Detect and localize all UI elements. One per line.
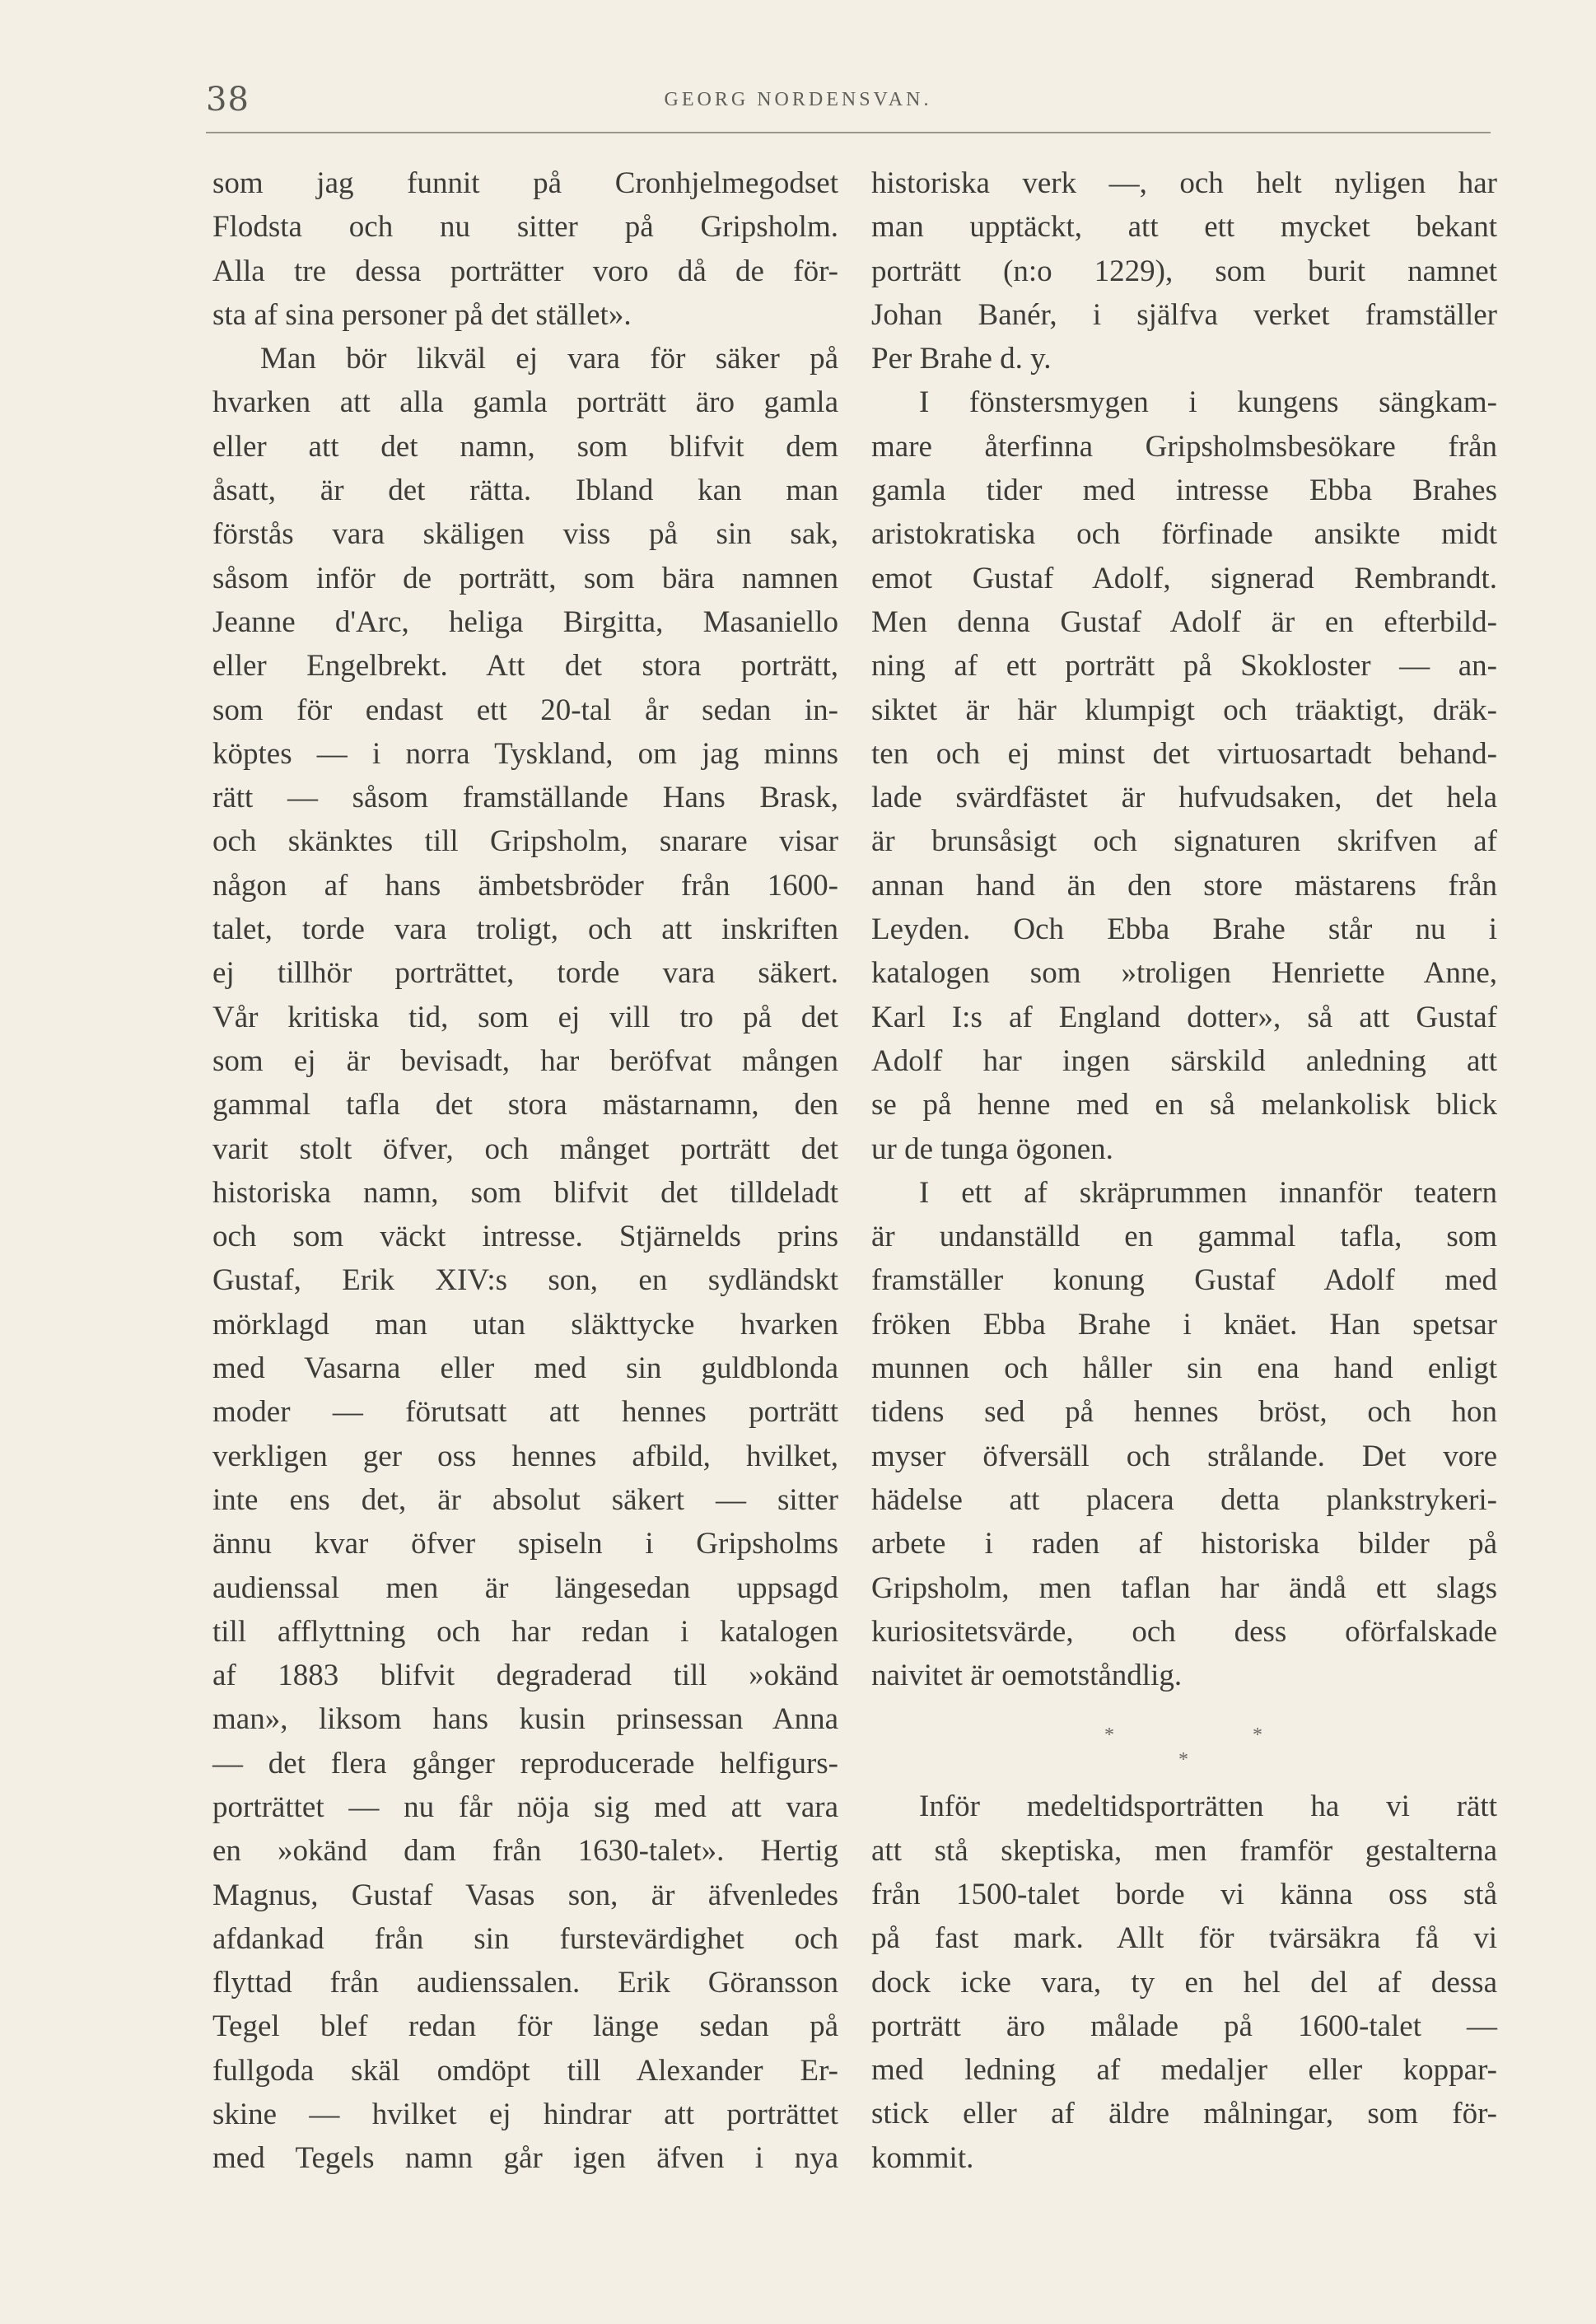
text-line: Johan Banér, i själfva verket framställer xyxy=(871,297,1497,332)
text-line: siktet är här klumpigt och träaktigt, dräk- xyxy=(871,693,1497,727)
asterisk-ornament: * xyxy=(1104,1724,1114,1747)
text-line: och skänktes till Gripsholm, snarare visar xyxy=(212,824,838,859)
right-column xyxy=(871,161,1497,2180)
section-separator xyxy=(871,1697,1497,1785)
text-line: sta af sina personer på det stället». xyxy=(212,297,632,332)
text-line: med Tegels namn går igen äfven i nya xyxy=(212,2141,838,2176)
text-line: hvarken att alla gamla porträtt äro gamla xyxy=(212,385,838,420)
text-line: kuriositetsvärde, och dess oförfalskade xyxy=(871,1614,1497,1649)
text-line: af 1883 blifvit degraderad till »okänd xyxy=(212,1659,838,1693)
page-number: 38 xyxy=(206,81,250,119)
text-line: Per Brahe d. y. xyxy=(871,342,1052,376)
text-line: historiska namn, som blifvit det tilldeladt xyxy=(212,1175,838,1210)
text-line: att stå skeptiska, men framför gestalterna xyxy=(871,1833,1497,1868)
text-line: man upptäckt, att ett mycket bekant xyxy=(871,210,1497,245)
text-line: rätt — såsom framställande Hans Brask, xyxy=(212,781,838,815)
text-line: såsom inför de porträtt, som bära namnen xyxy=(212,561,838,595)
text-line: — det flera gånger reproducerade helfigurs- xyxy=(212,1746,838,1780)
text-line: kommit. xyxy=(871,2140,974,2175)
text-line: förstås vara skäligen viss på sin sak, xyxy=(212,517,838,552)
text-line: Karl I:s af England dotter», så att Gustaf xyxy=(871,1000,1497,1034)
text-line: som för endast ett 20-tal år sedan in- xyxy=(212,693,838,727)
text-line: Gripsholm, men taflan har ändå ett slags xyxy=(871,1570,1497,1605)
text-line: till afflyttning och har redan i katalogen xyxy=(212,1614,838,1649)
running-head: GEORG NORDENSVAN. xyxy=(664,89,932,110)
text-line: med ledning af medaljer eller koppar- xyxy=(871,2053,1497,2088)
text-line: Vår kritiska tid, som ej vill tro på det xyxy=(212,1000,838,1034)
text-line: Alla tre dessa porträtter voro då de för- xyxy=(212,254,838,288)
text-line: mare återfinna Gripsholmsbesökare från xyxy=(871,429,1497,464)
text-line: man», liksom hans kusin prinsessan Anna xyxy=(212,1702,838,1737)
text-line: ännu kvar öfver spiseln i Gripsholms xyxy=(212,1527,838,1561)
text-line: Leyden. Och Ebba Brahe står nu i xyxy=(871,912,1497,947)
text-line: moder — förutsatt att hennes porträtt xyxy=(212,1395,838,1430)
text-line: eller Engelbrekt. Att det stora porträtt, xyxy=(212,649,838,684)
asterisk-ornament: * xyxy=(1178,1749,1188,1771)
text-line: fullgoda skäl omdöpt till Alexander Er- xyxy=(212,2053,838,2088)
text-line: Jeanne d'Arc, heliga Birgitta, Masaniello xyxy=(212,604,838,639)
text-line: dock icke vara, ty en hel del af dessa xyxy=(871,1965,1497,2000)
text-line: mörklagd man utan släkttycke hvarken xyxy=(212,1307,838,1342)
text-line: flyttad från audienssalen. Erik Göransson xyxy=(212,1966,838,2000)
text-line: katalogen som »troligen Henriette Anne, xyxy=(871,956,1497,991)
left-column xyxy=(212,161,838,2181)
text-line: och som väckt intresse. Stjärnelds prins xyxy=(212,1220,838,1254)
text-line: I fönstersmygen i kungens sängkam- xyxy=(919,385,1497,420)
text-line: en »okänd dam från 1630-talet». Hertig xyxy=(212,1834,838,1869)
text-line: I ett af skräprummen innanför teatern xyxy=(919,1175,1497,1210)
text-line: porträtt (n:o 1229), som burit namnet xyxy=(871,254,1497,288)
text-line: myser öfversäll och strålande. Det vore xyxy=(871,1439,1497,1473)
text-line: med Vasarna eller med sin guldblonda xyxy=(212,1351,838,1386)
text-line: ur de tunga ögonen. xyxy=(871,1132,1113,1166)
text-line: aristokratiska och förfinade ansikte midt xyxy=(871,517,1497,552)
text-line: gammal tafla det stora mästarnamn, den xyxy=(212,1088,838,1122)
text-line: lade svärdfästet är hufvudsaken, det hela xyxy=(871,781,1497,815)
text-line: framställer konung Gustaf Adolf med xyxy=(871,1263,1497,1298)
text-line: hädelse att placera detta plankstrykeri- xyxy=(871,1482,1497,1517)
text-line: se på henne med en så melankolisk blick xyxy=(871,1088,1497,1122)
text-line: naivitet är oemotståndlig. xyxy=(871,1659,1183,1693)
text-line: emot Gustaf Adolf, signerad Rembrandt. xyxy=(871,561,1497,595)
text-line: Tegel blef redan för länge sedan på xyxy=(212,2009,838,2044)
text-line: audienssal men är längesedan uppsagd xyxy=(212,1570,838,1605)
text-line: arbete i raden af historiska bilder på xyxy=(871,1527,1497,1561)
text-line: gamla tider med intresse Ebba Brahes xyxy=(871,474,1497,508)
text-line: ten och ej minst det virtuosartadt behand- xyxy=(871,736,1497,771)
text-line: afdankad från sin furstevärdighet och xyxy=(212,1921,838,1956)
text-line: annan hand än den store mästarens från xyxy=(871,868,1497,903)
text-line: varit stolt öfver, och månget porträtt det xyxy=(212,1132,838,1166)
text-line: på fast mark. Allt för tvärsäkra få vi xyxy=(871,1921,1497,1956)
asterisk-ornament: * xyxy=(1253,1724,1262,1747)
text-line: Flodsta och nu sitter på Gripsholm. xyxy=(212,210,838,245)
text-line: talet, torde vara troligt, och att inskriften xyxy=(212,912,838,947)
text-line: verkligen ger oss hennes afbild, hvilket, xyxy=(212,1439,838,1473)
text-line: Inför medeltidsporträtten ha vi rätt xyxy=(919,1790,1497,1824)
text-line: eller att det namn, som blifvit dem xyxy=(212,429,838,464)
text-line: Magnus, Gustaf Vasas son, är äfvenledes xyxy=(212,1878,838,1912)
text-line: någon af hans ämbetsbröder från 1600- xyxy=(212,868,838,903)
text-line: Man bör likväl ej vara för säker på xyxy=(260,342,838,376)
text-line: ning af ett porträtt på Skokloster — an- xyxy=(871,649,1497,684)
header-rule xyxy=(206,132,1491,133)
text-line: stick eller af äldre målningar, som för- xyxy=(871,2097,1497,2131)
text-line: tidens sed på hennes bröst, och hon xyxy=(871,1395,1497,1430)
text-line: köptes — i norra Tyskland, om jag minns xyxy=(212,736,838,771)
text-line: munnen och håller sin ena hand enligt xyxy=(871,1351,1497,1386)
text-line: Gustaf, Erik XIV:s son, en sydländskt xyxy=(212,1263,838,1298)
text-line: som ej är bevisadt, har beröfvat mången xyxy=(212,1043,838,1078)
text-line: fröken Ebba Brahe i knäet. Han spetsar xyxy=(871,1307,1497,1342)
text-line: Men denna Gustaf Adolf är en efterbild- xyxy=(871,604,1497,639)
text-line: Adolf har ingen särskild anledning att xyxy=(871,1043,1497,1078)
text-line: porträtt äro målade på 1600-talet — xyxy=(871,2009,1497,2043)
text-line: är undanställd en gammal tafla, som xyxy=(871,1220,1497,1254)
text-line: åsatt, är det rätta. Ibland kan man xyxy=(212,474,838,508)
text-line: som jag funnit på Cronhjelmegodset xyxy=(212,166,838,200)
text-line: ej tillhör porträttet, torde vara säkert. xyxy=(212,956,838,991)
text-line: inte ens det, är absolut säkert — sitter xyxy=(212,1482,838,1517)
text-line: från 1500-talet borde vi känna oss stå xyxy=(871,1877,1497,1911)
text-line: porträttet — nu får nöja sig med att vara xyxy=(212,1790,838,1824)
text-line: historiska verk —, och helt nyligen har xyxy=(871,166,1497,200)
text-line: är brunsåsigt och signaturen skrifven af xyxy=(871,824,1497,859)
text-line: skine — hvilket ej hindrar att porträttet xyxy=(212,2098,838,2132)
